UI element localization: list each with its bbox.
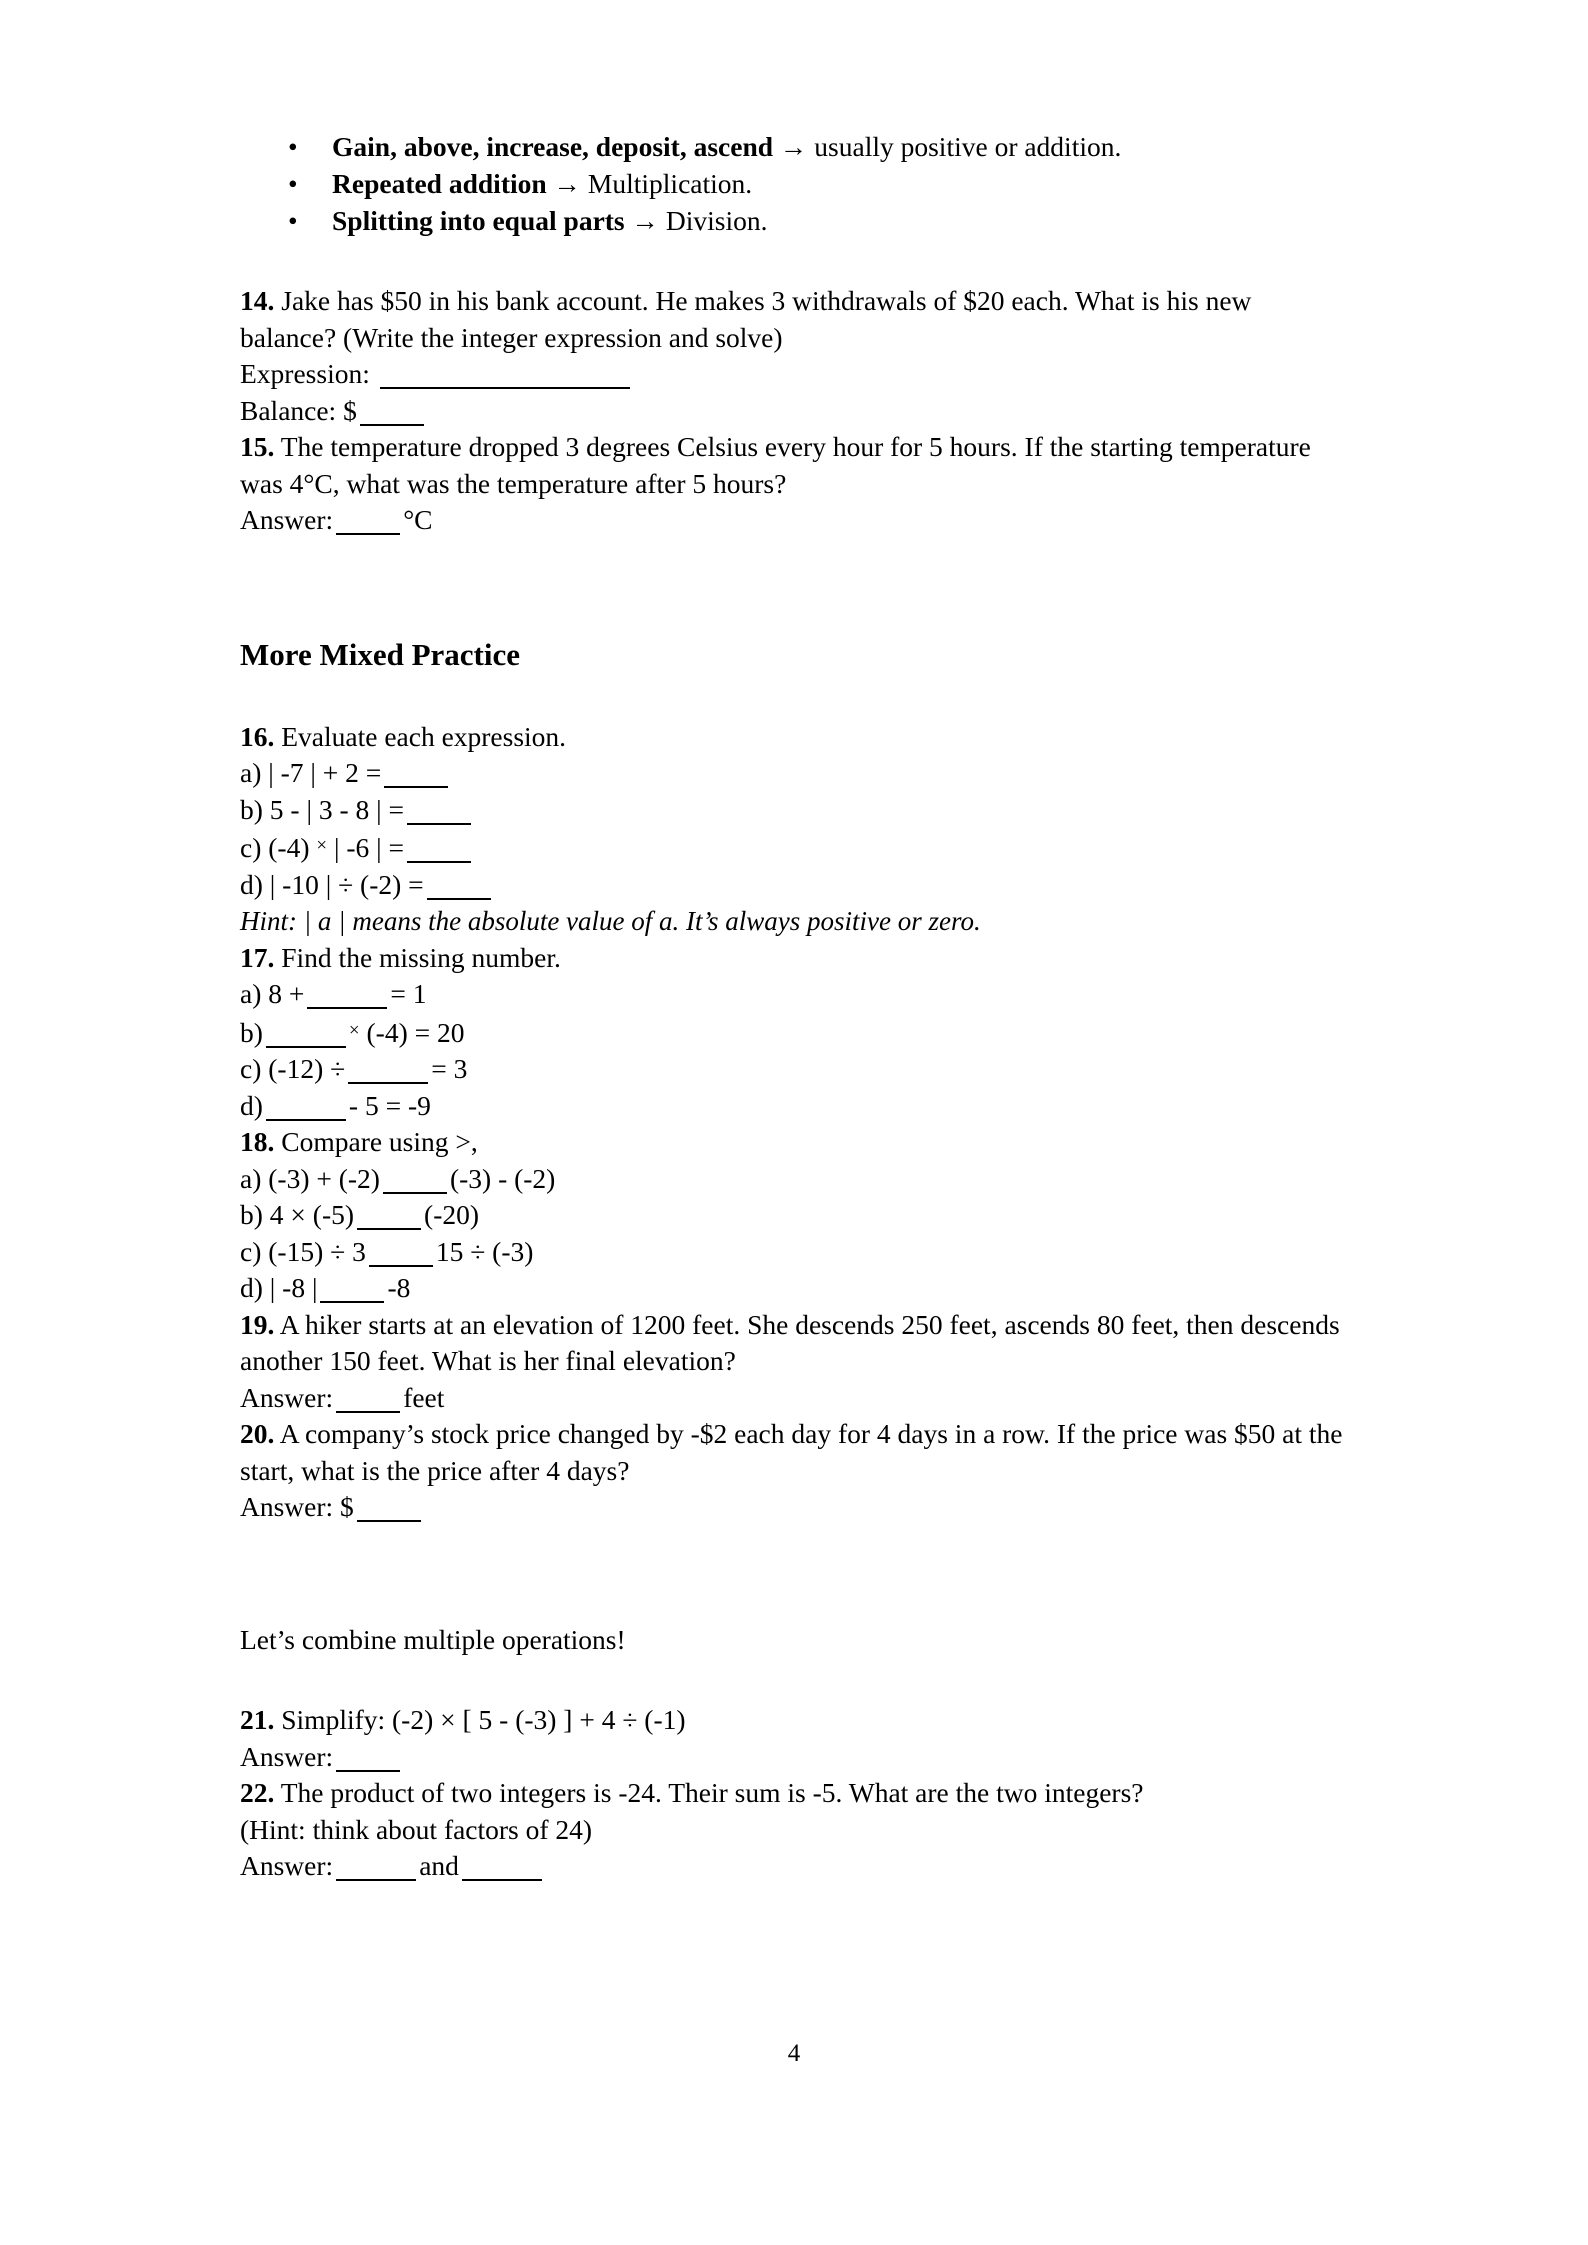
question-19-answer-row (240, 1380, 1350, 1417)
question-15-answer-row (240, 502, 1350, 539)
question-16-text: Evaluate each expression. (274, 720, 567, 752)
item-expression: | -10 | ÷ (-2) = (269, 868, 424, 900)
item-blank[interactable] (383, 1192, 447, 1194)
item-label: b) (240, 1199, 263, 1230)
answer-label: Answer: (240, 1381, 334, 1413)
item-expression-post: 15 ÷ (-3) (435, 1235, 534, 1267)
item-label: a) (240, 757, 262, 788)
item-expression-post: = 3 (431, 1053, 468, 1084)
answer-blank-second[interactable] (462, 1879, 542, 1881)
answer-label: Answer: $ (240, 1491, 354, 1522)
question-16-item-a (240, 755, 1350, 792)
question-18-item-b (240, 1197, 1350, 1234)
question-14-expression-row (240, 356, 1350, 393)
item-label: c) (240, 832, 262, 863)
question-18-item-d (240, 1270, 1350, 1307)
question-14-text: Jake has $50 in his bank account. He makes 3 withdrawals of $20 each. What is his new balance? (Write the integer expression and solve) (240, 285, 1252, 353)
question-22-hint: (Hint: think about factors of 24) (240, 1813, 593, 1845)
question-16 (240, 719, 1350, 756)
spacer (240, 239, 1350, 283)
bullet-lead-text: Splitting into equal parts (332, 205, 625, 236)
keyword-bullet-list (240, 128, 1350, 239)
item-expression-post: (-4) = 20 (366, 1016, 465, 1048)
answer-unit: feet (403, 1381, 445, 1413)
spacer (240, 1658, 1350, 1702)
answer-blank[interactable] (336, 1411, 400, 1413)
question-19-number: 19. (240, 1308, 275, 1340)
spacer (240, 1526, 1350, 1622)
item-expression: 5 - | 3 - 8 | = (269, 793, 405, 825)
question-17-item-b (240, 1013, 1350, 1052)
balance-blank[interactable] (360, 424, 424, 426)
bullet-rest-text: → Division. (624, 205, 768, 236)
item-blank[interactable] (427, 898, 491, 900)
question-22 (240, 1775, 1350, 1812)
question-18 (240, 1124, 1350, 1161)
item-blank[interactable] (369, 1265, 433, 1267)
item-expression-pre: (-12) ÷ (268, 1053, 346, 1084)
question-14 (240, 283, 1350, 356)
question-16-number: 16. (240, 720, 275, 752)
item-blank[interactable] (357, 1228, 421, 1230)
question-17-item-a (240, 976, 1350, 1013)
bullet-icon: • (288, 131, 298, 162)
bullet-icon: • (288, 205, 298, 236)
item-label: c) (240, 1235, 262, 1267)
answer-blank[interactable] (336, 533, 400, 535)
bullet-rest-text: → Multiplication. (546, 168, 753, 199)
question-18-number: 18. (240, 1126, 275, 1157)
item-blank[interactable] (266, 1119, 346, 1121)
item-expression-pre: (-4) (268, 832, 310, 863)
question-17 (240, 940, 1350, 977)
question-17-item-d (240, 1088, 1350, 1125)
page-number: 4 (787, 2040, 801, 2067)
question-21-text: Simplify: (-2) × [ 5 - (-3) ] + 4 ÷ (-1) (274, 1704, 686, 1735)
answer-label: Answer: (240, 1740, 334, 1772)
bullet-lead-text: Gain, above, increase, deposit, ascend (332, 131, 774, 162)
item-blank[interactable] (384, 786, 448, 788)
item-blank[interactable] (307, 1007, 387, 1009)
question-22-number: 22. (240, 1777, 275, 1808)
page-content (240, 128, 1350, 1885)
multiply-symbol: × (316, 835, 328, 856)
question-22-text: The product of two integers is -24. Their sum is -5. What are the two integers? (274, 1777, 1144, 1808)
question-14-number: 14. (240, 285, 275, 316)
question-16-hint: Hint: | a | means the absolute value of a. It’s always positive or zero. (240, 906, 981, 936)
item-label: a) (240, 978, 262, 1009)
spacer (240, 539, 1350, 635)
question-16-item-b (240, 792, 1350, 829)
item-label: a) (240, 1162, 262, 1194)
question-19 (240, 1307, 1350, 1380)
answer-blank-first[interactable] (336, 1879, 416, 1881)
list-item (240, 165, 1350, 202)
list-item (240, 202, 1350, 239)
answer-joiner: and (419, 1850, 459, 1881)
question-21 (240, 1702, 1350, 1739)
item-expression-pre: (-3) + (-2) (268, 1162, 380, 1194)
item-blank[interactable] (348, 1082, 428, 1084)
question-15-text: The temperature dropped 3 degrees Celsius every hour for 5 hours. If the starting temperature was 4°C, what was the temperature after 5 hours? (240, 431, 1311, 499)
answer-blank[interactable] (357, 1520, 421, 1522)
item-expression-post: (-20) (424, 1199, 480, 1230)
list-item (240, 128, 1350, 165)
item-label: d) (240, 1272, 263, 1303)
item-expression-pre: (-15) ÷ 3 (268, 1235, 366, 1267)
balance-label: Balance: $ (240, 394, 357, 426)
combine-intro-text: Let’s combine multiple operations! (240, 1623, 626, 1655)
question-17-number: 17. (240, 941, 275, 973)
item-blank[interactable] (266, 1046, 346, 1048)
question-22-answer-row (240, 1848, 1350, 1885)
question-20-number: 20. (240, 1418, 275, 1449)
item-expression: | -7 | + 2 = (268, 757, 382, 788)
section-heading: More Mixed Practice (240, 636, 520, 672)
expression-label: Expression: (240, 358, 370, 389)
answer-label: Answer: (240, 1850, 334, 1881)
item-expression-post: = 1 (390, 978, 427, 1009)
item-label: c) (240, 1053, 262, 1084)
item-blank[interactable] (407, 823, 471, 825)
question-18-item-a (240, 1161, 1350, 1198)
question-14-balance-row (240, 393, 1350, 430)
item-label: d) (240, 1089, 263, 1121)
item-expression-post: -8 (387, 1272, 411, 1303)
question-20 (240, 1416, 1350, 1489)
question-17-item-c (240, 1051, 1350, 1088)
question-15-number: 15. (240, 431, 275, 462)
item-expression-post: | -6 | = (333, 832, 405, 863)
question-20-answer-row (240, 1489, 1350, 1526)
item-blank[interactable] (320, 1301, 384, 1303)
item-blank[interactable] (407, 861, 471, 863)
item-label: b) (240, 793, 263, 825)
question-18-text: Compare using >, (274, 1126, 478, 1157)
answer-unit: °C (403, 504, 433, 535)
item-label: d) (240, 868, 263, 900)
multiply-symbol: × (348, 1019, 360, 1041)
spacer (240, 675, 1350, 719)
bullet-rest-text: → usually positive or addition. (773, 131, 1122, 162)
question-15 (240, 429, 1350, 502)
answer-label: Answer: (240, 504, 334, 535)
item-expression-post: (-3) - (-2) (449, 1162, 556, 1194)
bullet-lead-text: Repeated addition (332, 168, 547, 199)
question-21-number: 21. (240, 1704, 275, 1735)
question-21-answer-row (240, 1739, 1350, 1776)
question-19-text: A hiker starts at an elevation of 1200 feet. She descends 250 feet, ascends 80 feet, then descends another 150 feet. What is her final elevation? (240, 1308, 1340, 1376)
question-20-text: A company’s stock price changed by -$2 each day for 4 days in a row. If the price was $50 at the start, what is the price after 4 days? (240, 1418, 1343, 1486)
question-16-item-c (240, 828, 1350, 867)
item-label: b) (240, 1016, 263, 1048)
item-expression-pre: 8 + (268, 978, 305, 1009)
question-18-item-c (240, 1234, 1350, 1271)
question-16-item-d (240, 867, 1350, 904)
item-expression-pre: 4 × (-5) (269, 1199, 355, 1230)
question-17-text: Find the missing number. (274, 941, 561, 973)
item-expression-post: - 5 = -9 (348, 1089, 431, 1121)
answer-blank[interactable] (336, 1770, 400, 1772)
expression-blank[interactable] (380, 387, 630, 389)
bullet-icon: • (288, 168, 298, 199)
item-expression-pre: | -8 | (269, 1272, 318, 1303)
